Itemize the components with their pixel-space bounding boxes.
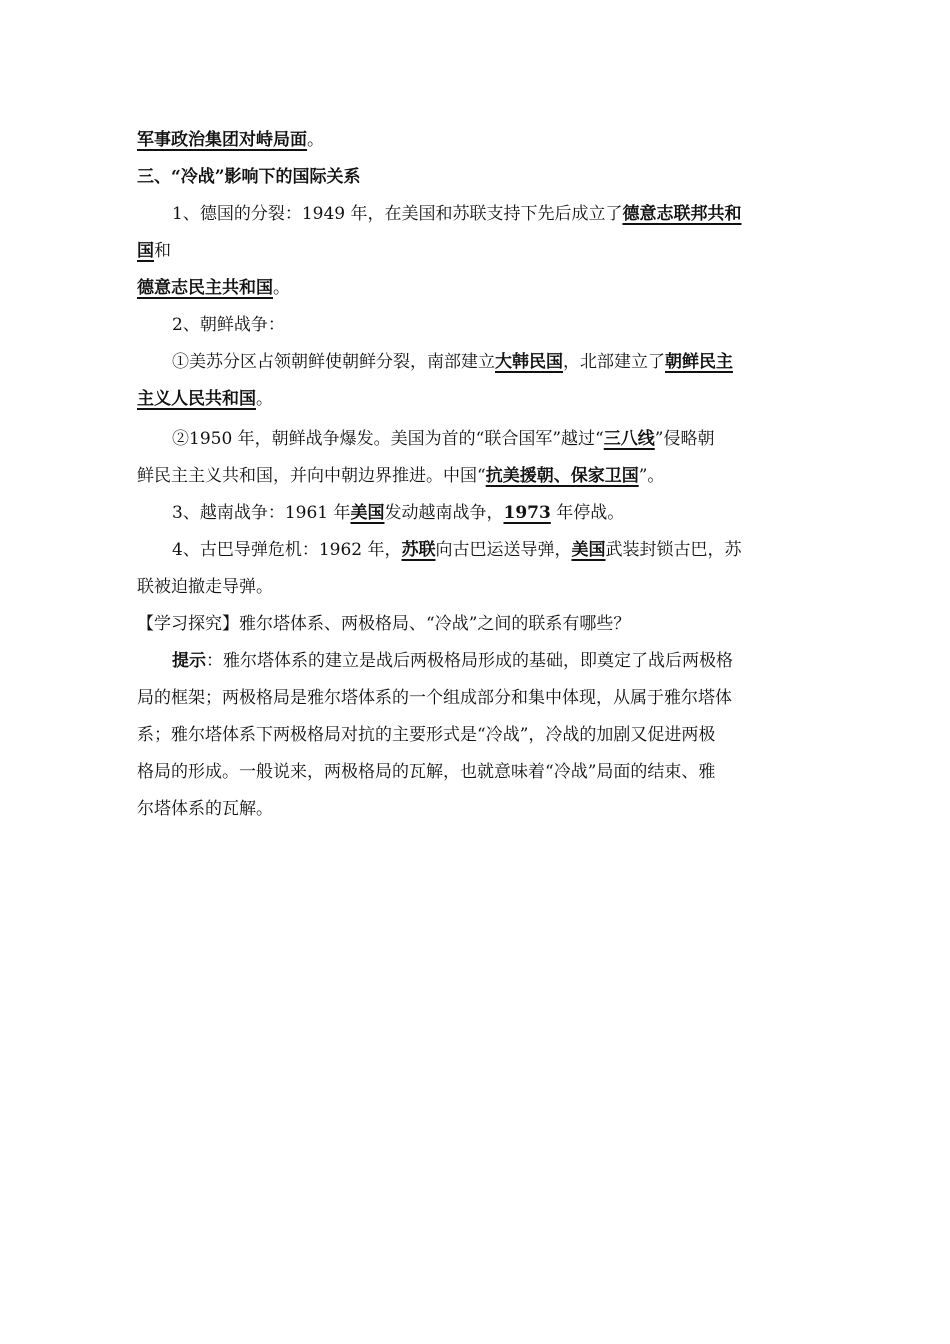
- text-span: 雅尔塔体系的建立是战后两极格局形成的基础，即奠定了战后两极格: [223, 651, 733, 671]
- answer-text: 苏联: [401, 540, 436, 560]
- text-span: 和: [154, 241, 171, 261]
- text-span: ①美苏分区占领朝鲜使朝鲜分裂，南部建立: [172, 352, 495, 372]
- text-line: 2、朝鲜战争：: [172, 315, 285, 335]
- text-span: ②1950 年，朝鲜战争爆发。美国为首的“联合国军”越过“: [172, 429, 604, 449]
- text-span: 3、越南战争：1961 年: [172, 503, 351, 523]
- text-span: ，北部建立了: [563, 352, 665, 372]
- text-line: [137, 196, 814, 233]
- answer-text: 美国: [350, 503, 385, 523]
- text-line: 局的框架；两极格局是雅尔塔体系的一个组成部分和集中体现，从属于雅尔塔体: [137, 688, 732, 708]
- text-line: [137, 344, 814, 381]
- text-span: 鲜民主主义共和国，并向中朝边界推进。中国“: [137, 466, 486, 486]
- text-span: 武装封锁古巴，苏: [605, 540, 742, 560]
- text-line: [137, 233, 814, 270]
- text-span: 向古巴运送导弹，: [435, 540, 572, 560]
- text-span: 1、德国的分裂：1949 年，在美国和苏联支持下先后成立了: [172, 204, 623, 224]
- document-page: [137, 122, 814, 828]
- explore-question: 【学习探究】雅尔塔体系、两极格局、“冷战”之间的联系有哪些？: [137, 614, 631, 634]
- hint-label: 提示: [172, 651, 206, 671]
- answer-text: 朝鲜民主: [665, 352, 733, 372]
- text-span: 。: [307, 130, 324, 150]
- answer-text: 1973: [503, 503, 551, 523]
- answer-text: 美国: [571, 540, 606, 560]
- answer-text: 三八线: [603, 429, 655, 449]
- text-line: [137, 421, 814, 458]
- answer-text: 德意志民主共和国: [137, 278, 273, 298]
- text-line: [137, 532, 814, 569]
- section-heading: 三、“冷战”影响下的国际关系: [137, 167, 361, 187]
- text-line: [137, 270, 814, 307]
- text-span: ”。: [638, 466, 665, 486]
- text-line: 尔塔体系的瓦解。: [137, 799, 273, 819]
- answer-text: 国: [137, 241, 154, 261]
- answer-text: 抗美援朝、保家卫国: [485, 466, 639, 486]
- text-line: [137, 381, 814, 418]
- text-line: [137, 122, 814, 159]
- answer-text: 大韩民国: [495, 352, 563, 372]
- text-line: [137, 495, 814, 532]
- text-span: 年停战。: [550, 503, 625, 523]
- text-line: 联被迫撤走导弹。: [137, 577, 273, 597]
- text-line: 格局的形成。一般说来，两极格局的瓦解，也就意味着“冷战”局面的结束、雅: [137, 762, 716, 782]
- answer-text: 主义人民共和国: [137, 389, 256, 409]
- text-span: ：: [206, 651, 223, 671]
- text-span: 。: [273, 278, 290, 298]
- answer-text: 德意志联邦共和: [622, 204, 742, 224]
- text-span: 发动越南战争，: [384, 503, 504, 523]
- text-span: ”侵略朝: [654, 429, 715, 449]
- text-line: [137, 643, 814, 680]
- text-span: 。: [256, 389, 273, 409]
- answer-text: 军事政治集团对峙局面: [137, 130, 307, 150]
- text-line: 系；雅尔塔体系下两极格局对抗的主要形式是“冷战”，冷战的加剧又促进两极: [137, 725, 716, 745]
- text-line: [137, 458, 814, 495]
- text-span: 4、古巴导弹危机：1962 年，: [172, 540, 402, 560]
